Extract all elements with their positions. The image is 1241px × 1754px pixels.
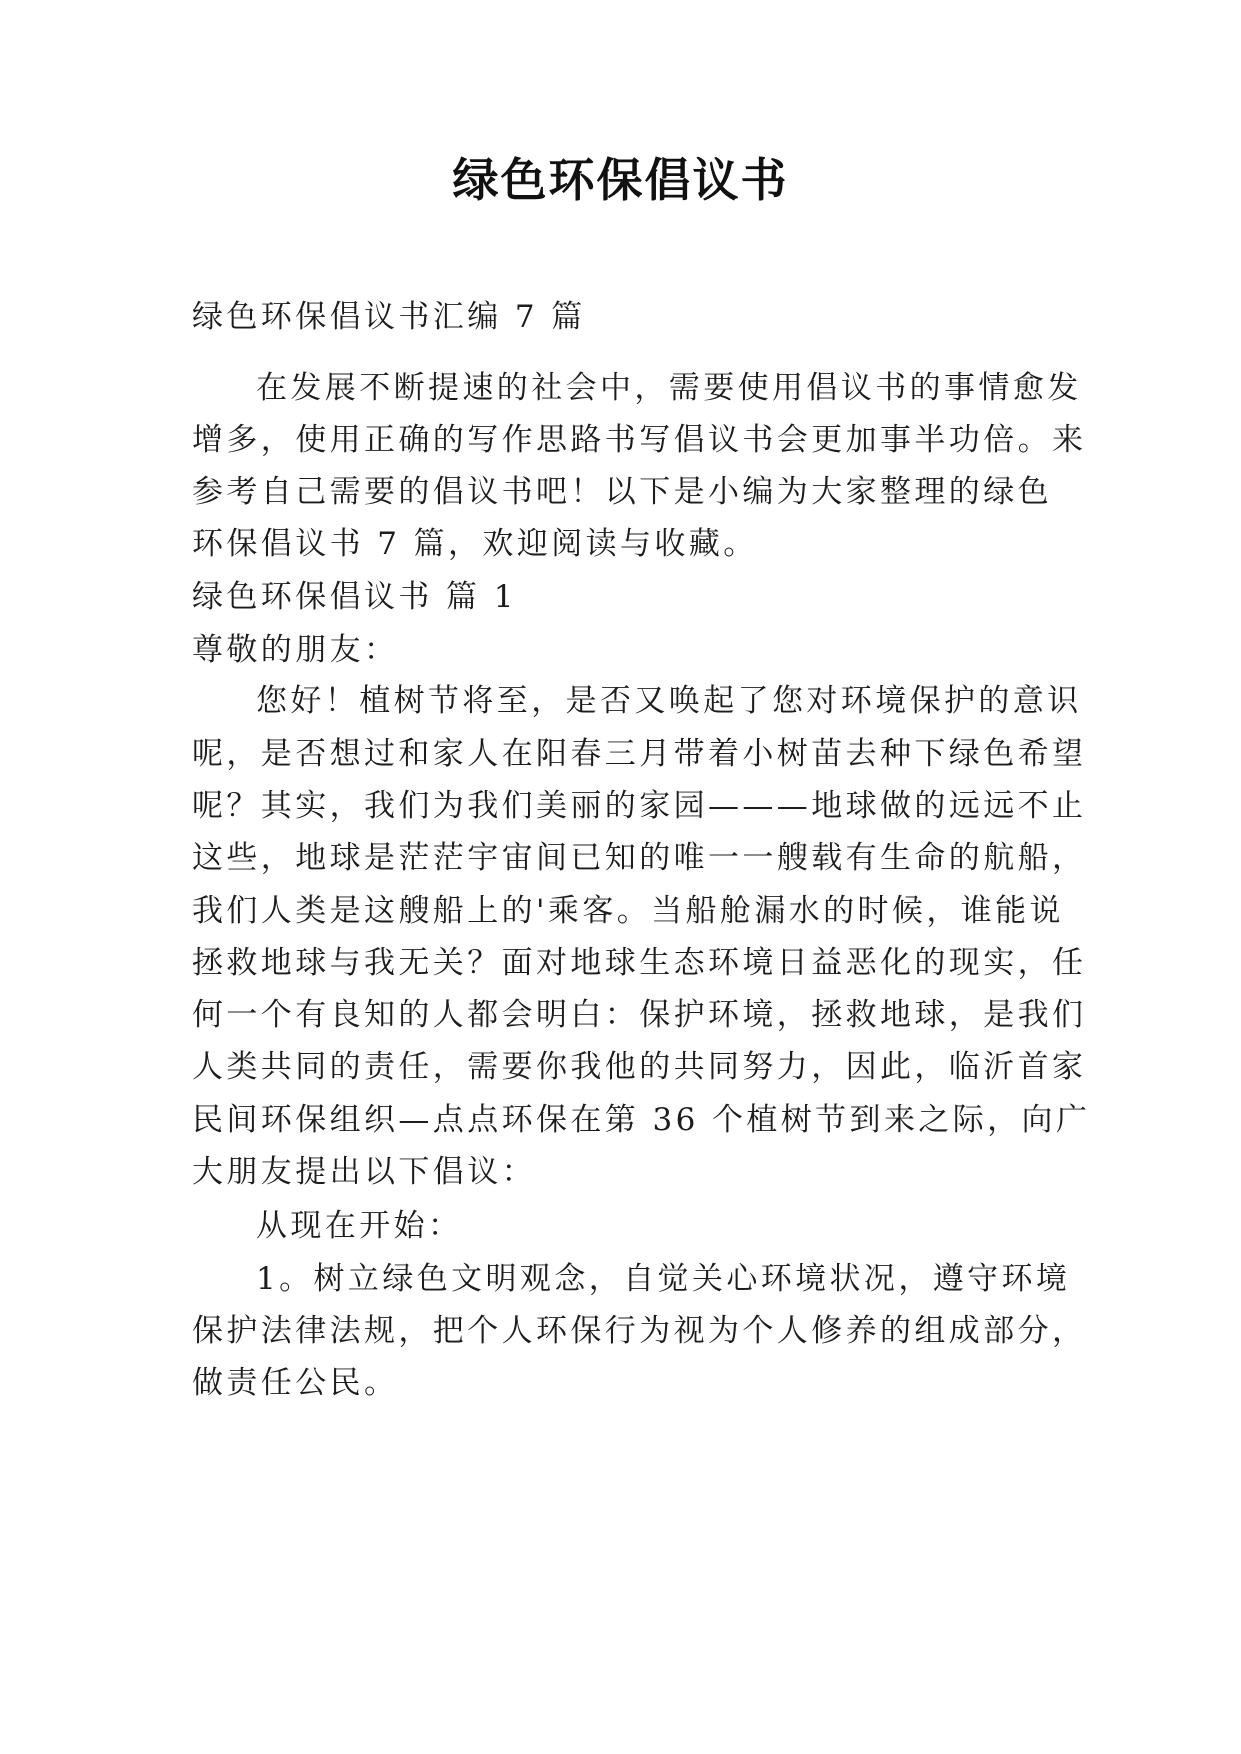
body-line-7: 何一个有良知的人都会明白：保护环境，拯救地球，是我们 <box>192 997 1087 1033</box>
body-line-4: 这些，地球是茫茫宇宙间已知的唯一一艘载有生命的航船， <box>192 840 1087 876</box>
body-line-9: 民间环保组织—点点环保在第 36 个植树节到来之际，向广 <box>192 1102 1091 1138</box>
body-line-10: 大朋友提出以下倡议： <box>192 1154 536 1190</box>
intro-line-4: 环保倡议书 7 篇，欢迎阅读与收藏。 <box>192 526 758 562</box>
intro-line-1: 在发展不断提速的社会中，需要使用倡议书的事情愈发 <box>256 370 1082 406</box>
document-title: 绿色环保倡议书 <box>452 153 789 207</box>
item-1-line-1: 1。树立绿色文明观念，自觉关心环境状况，遵守环境 <box>256 1261 1071 1297</box>
item-1-line-3: 做责任公民。 <box>192 1365 399 1401</box>
body-line-8: 人类共同的责任，需要你我他的共同努力，因此，临沂首家 <box>192 1049 1087 1085</box>
document-subtitle: 绿色环保倡议书汇编 7 篇 <box>192 299 586 335</box>
body-line-5: 我们人类是这艘船上的'乘客。当船舱漏水的时候，谁能说 <box>192 893 1064 929</box>
body-line-6: 拯救地球与我无关？面对地球生态环境日益恶化的现实，任 <box>192 945 1087 981</box>
salutation: 尊敬的朋友： <box>192 632 399 668</box>
section-heading: 绿色环保倡议书 篇 1 <box>192 579 517 615</box>
body-line-2: 呢，是否想过和家人在阳春三月带着小树苗去种下绿色希望 <box>192 736 1087 772</box>
intro-line-3: 参考自己需要的倡议书吧！以下是小编为大家整理的绿色 <box>192 474 1052 510</box>
body-line-1: 您好！植树节将至，是否又唤起了您对环境保护的意识 <box>256 683 1082 719</box>
start-line: 从现在开始： <box>256 1208 463 1244</box>
body-line-3: 呢？其实，我们为我们美丽的家园———地球做的远远不止 <box>192 788 1087 824</box>
intro-line-2: 增多，使用正确的写作思路书写倡议书会更加事半功倍。来 <box>192 422 1087 458</box>
item-1-line-2: 保护法律法规，把个人环保行为视为个人修养的组成部分， <box>192 1313 1087 1349</box>
